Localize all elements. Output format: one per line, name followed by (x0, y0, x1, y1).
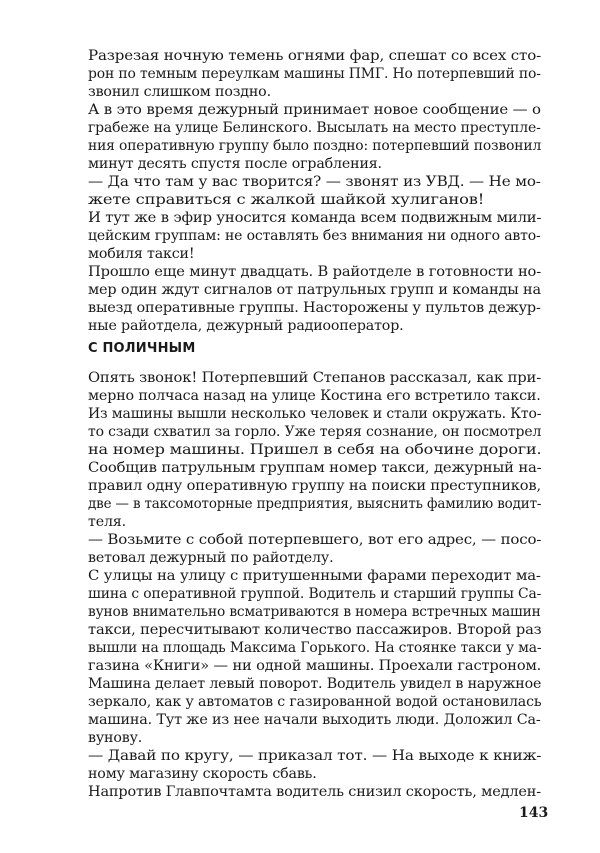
text-line: ные райотдела, дежурный радиооператор. (88, 318, 404, 334)
section-heading: С ПОЛИЧНЫМ (88, 341, 196, 356)
text-line: машина. Тут же из нее начали выходить люди. Доложил Са- (88, 712, 541, 728)
text-line: Из машины вышли несколько человек и стали окружать. Кто- (88, 406, 542, 422)
text-line: Машина делает левый поворот. Водитель увидел в наружное (88, 676, 542, 692)
text-line: на номер машины. Пришел в себя на обочине дороги. (88, 442, 542, 458)
text-line: ветовал дежурный по райотделу. (88, 550, 334, 566)
text-line: то сзади схватил за горло. Уже теряя сознание, он посмотрел (88, 424, 542, 440)
text-line: мер один ждут сигналов от патрульных групп и команды на (88, 282, 541, 298)
text-line: выезд оперативные группы. Насторожены у пультов дежур- (88, 300, 541, 316)
text-line: — Давай по кругу, — приказал тот. — На выходе к книж- (88, 748, 542, 764)
text-line: газина «Книги» — ни одной машины. Проехали гастроном. (88, 658, 542, 674)
text-line: Прошло еще минут двадцать. В райотделе в готовности но- (88, 264, 542, 280)
text-line: теля. (88, 514, 126, 530)
text-line: ния оперативную группу было поздно: потерпевший позвонил (88, 138, 542, 154)
text-line: вунову. (88, 730, 143, 746)
text-line: такси, пересчитывают количество пассажиров. Второй раз (88, 622, 542, 638)
text-line: — Возьмите с собой потерпевшего, вот его адрес, — посо- (88, 532, 542, 548)
text-line: — Да что там у вас творится? — звонят из УВД. — Не мо- (88, 174, 541, 190)
text-line: И тут же в эфир уносится команда всем подвижным мили- (88, 210, 542, 226)
text-line: С улицы на улицу с притушенными фарами переходит ма- (88, 568, 541, 584)
text-line: две — в таксомоторные предприятия, выяснить фамилию водит- (88, 496, 542, 512)
text-line: А в это время дежурный принимает новое сообщение — о (88, 102, 541, 118)
text-line: Напротив Главпочтамта водитель снизил скорость, медлен- (88, 784, 541, 800)
text-line: Разрезая ночную темень огнями фар, спешат со всех сто- (88, 48, 542, 64)
text-line: Сообщив патрульным группам номер такси, дежурный на- (88, 460, 542, 476)
text-line: рон по темным переулкам машины ПМГ. Но потерпевший по- (88, 66, 541, 82)
text-line: вышли на площадь Максима Горького. На стоянке такси у ма- (88, 640, 542, 656)
text-line: звонил слишком поздно. (88, 84, 271, 100)
text-line: правил одну оперативную группу на поиски преступников, (88, 478, 541, 494)
text-line: Опять звонок! Потерпевший Степанов рассказал, как при- (88, 370, 542, 386)
text-line: мобиля такси! (88, 246, 195, 262)
text-line: вунов внимательно всматриваются в номера встречных машин (88, 604, 541, 620)
text-line: зеркало, как у автоматов с газированной водой остановилась (88, 694, 542, 710)
text-line: ному магазину скорость сбавь. (88, 766, 317, 782)
page-number: 143 (519, 805, 549, 821)
text-line: жете справиться с жалкой шайкой хулиганов! (88, 192, 485, 208)
text-line: шина с оперативной группой. Водитель и старший группы Са- (88, 586, 542, 602)
text-line: грабеже на улице Белинского. Высылать на место преступле- (88, 120, 541, 136)
text-line: цейским группам: не оставлять без внимания ни одного авто- (88, 228, 541, 244)
text-line: мерно полчаса назад на улице Костина его встретило такси. (88, 388, 541, 404)
text-line: минут десять спустя после ограбления. (88, 156, 382, 172)
